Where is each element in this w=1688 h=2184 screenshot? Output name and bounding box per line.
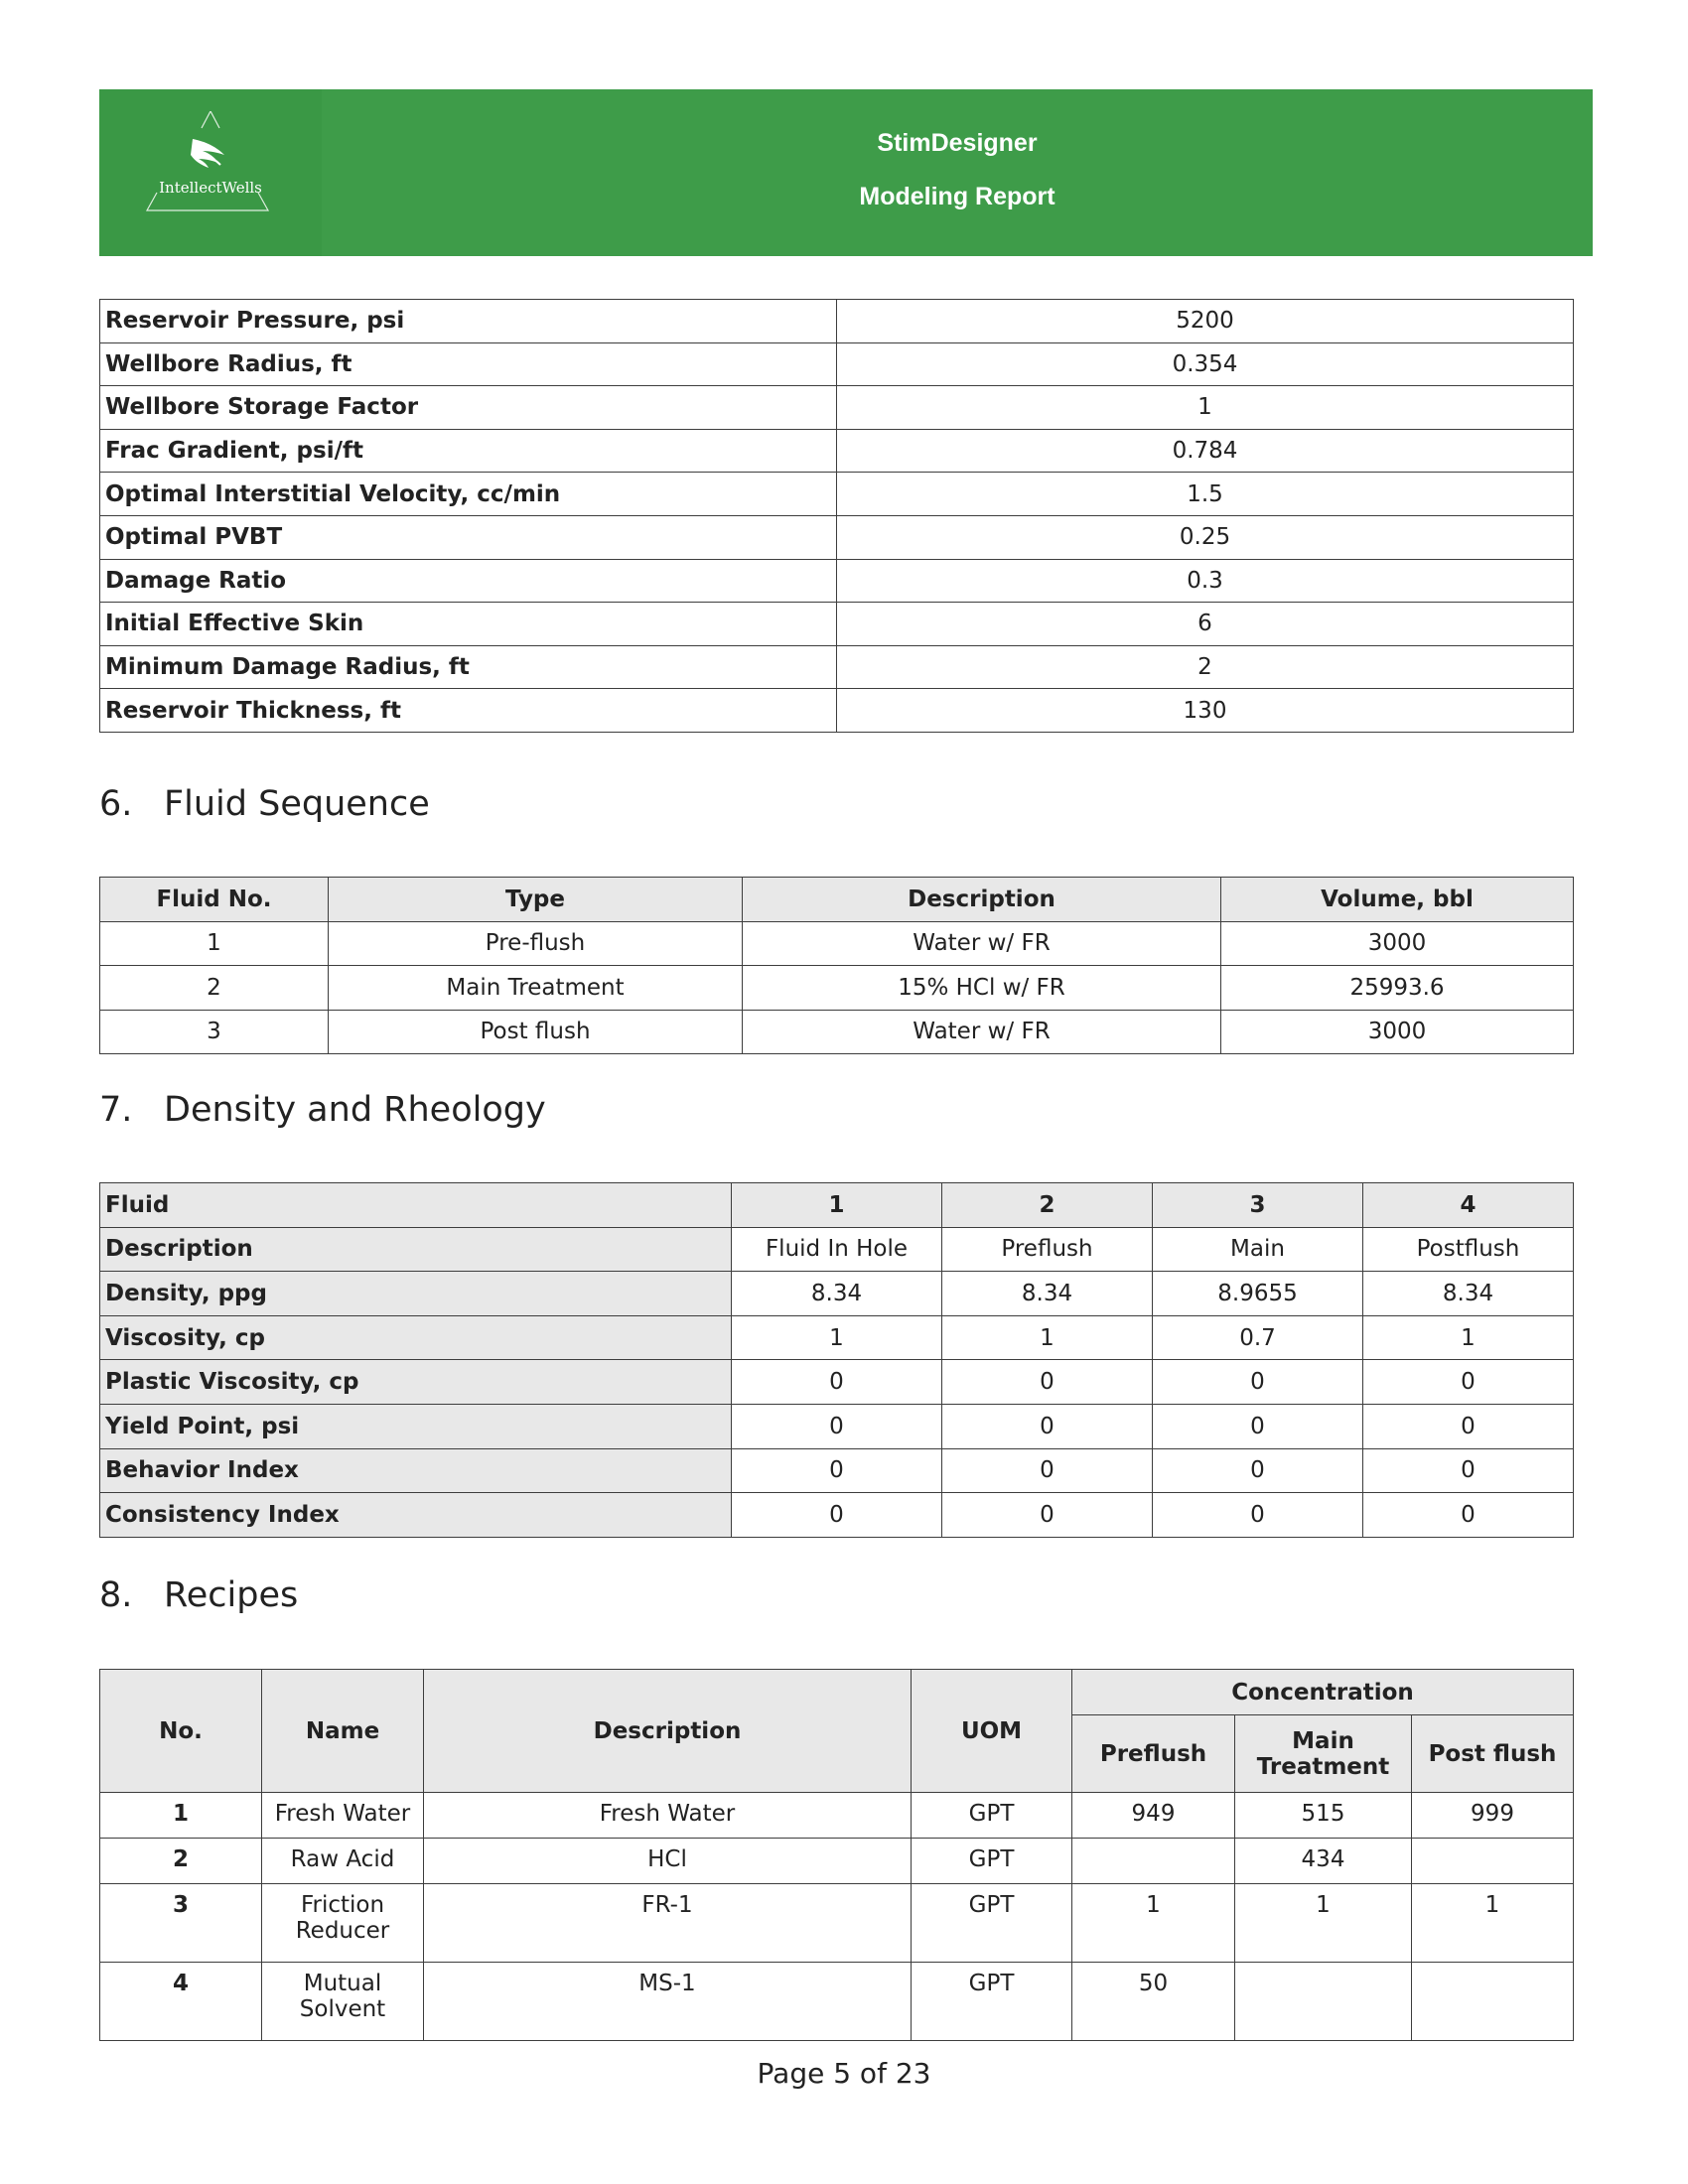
table-cell: 0	[732, 1448, 942, 1493]
table-cell: 999	[1412, 1793, 1574, 1839]
row-label: Yield Point, psi	[100, 1404, 732, 1448]
table-cell: Post flush	[329, 1010, 743, 1054]
parameter-name: Reservoir Pressure, psi	[100, 300, 837, 343]
table-row	[100, 342, 1574, 386]
table-cell: 8.34	[732, 1272, 942, 1316]
page-number: Page 5 of 23	[757, 2057, 931, 2090]
column-header: Fluid No.	[100, 878, 329, 922]
report-app-title: StimDesigner	[877, 129, 1038, 157]
row-number: 2	[100, 1839, 262, 1884]
table-row	[100, 1884, 1574, 1963]
table-cell: Postflush	[1363, 1227, 1574, 1272]
table-row	[100, 921, 1574, 966]
report-header	[99, 89, 1593, 256]
recipes-table	[99, 1669, 1574, 2041]
company-logo	[99, 89, 322, 256]
row-number: 4	[100, 1963, 262, 2041]
row-label: Viscosity, cp	[100, 1315, 732, 1360]
table-cell: GPT	[912, 1793, 1072, 1839]
recipes-header-main-treatment: Main Treatment	[1235, 1715, 1412, 1793]
table-row	[100, 689, 1574, 733]
table-row	[100, 645, 1574, 689]
table-cell	[1412, 1839, 1574, 1884]
column-header: 4	[1363, 1183, 1574, 1228]
table-row	[100, 386, 1574, 430]
parameter-name: Damage Ratio	[100, 559, 837, 603]
parameter-name: Wellbore Storage Factor	[100, 386, 837, 430]
table-row	[100, 1360, 1574, 1405]
parameter-value: 2	[837, 645, 1574, 689]
reservoir-parameters-table	[99, 299, 1574, 733]
table-cell: 0	[1153, 1360, 1363, 1405]
parameter-value: 0.784	[837, 429, 1574, 473]
row-label: Description	[100, 1227, 732, 1272]
table-row	[100, 473, 1574, 516]
row-label: Behavior Index	[100, 1448, 732, 1493]
table-cell: 3	[100, 1010, 329, 1054]
table-cell: 0	[1363, 1448, 1574, 1493]
table-cell: Water w/ FR	[743, 1010, 1221, 1054]
table-cell: Mutual Solvent	[262, 1963, 424, 2041]
table-cell: 1	[1235, 1884, 1412, 1963]
recipes-header-concentration: Concentration	[1072, 1670, 1574, 1715]
table-cell	[1412, 1963, 1574, 2041]
table-header-row	[100, 1183, 1574, 1228]
table-cell: 0	[1153, 1493, 1363, 1538]
column-header: 2	[942, 1183, 1153, 1228]
table-row	[100, 300, 1574, 343]
table-cell: 1	[732, 1315, 942, 1360]
parameter-value: 0.3	[837, 559, 1574, 603]
table-row	[100, 1404, 1574, 1448]
table-cell: 0	[1363, 1360, 1574, 1405]
density-rheology-table	[99, 1182, 1574, 1538]
table-cell: 0.7	[1153, 1315, 1363, 1360]
column-header: Type	[329, 878, 743, 922]
parameter-value: 6	[837, 603, 1574, 646]
parameter-name: Minimum Damage Radius, ft	[100, 645, 837, 689]
table-cell: GPT	[912, 1839, 1072, 1884]
table-cell: Preflush	[942, 1227, 1153, 1272]
table-cell: Pre-flush	[329, 921, 743, 966]
table-row	[100, 1493, 1574, 1538]
table-row	[100, 603, 1574, 646]
table-cell: GPT	[912, 1884, 1072, 1963]
table-cell: Fresh Water	[262, 1793, 424, 1839]
section-number: 7.	[99, 1090, 133, 1130]
table-row	[100, 1839, 1574, 1884]
parameter-name: Optimal Interstitial Velocity, cc/min	[100, 473, 837, 516]
parameter-value: 1.5	[837, 473, 1574, 516]
table-row	[100, 1963, 1574, 2041]
row-label: Consistency Index	[100, 1493, 732, 1538]
column-header: Fluid	[100, 1183, 732, 1228]
table-cell: 434	[1235, 1839, 1412, 1884]
table-cell: 0	[1363, 1493, 1574, 1538]
table-cell: 15% HCl w/ FR	[743, 966, 1221, 1011]
table-cell: 2	[100, 966, 329, 1011]
column-header: Volume, bbl	[1221, 878, 1574, 922]
section-number: 6.	[99, 784, 133, 824]
table-row	[100, 1227, 1574, 1272]
parameter-name: Frac Gradient, psi/ft	[100, 429, 837, 473]
table-row	[100, 966, 1574, 1011]
section-title: Recipes	[164, 1575, 299, 1615]
fluid-sequence-table	[99, 877, 1574, 1054]
section-heading-fluid-sequence	[99, 784, 430, 824]
section-heading-recipes	[99, 1575, 298, 1615]
parameter-name: Optimal PVBT	[100, 515, 837, 559]
table-cell: 1	[942, 1315, 1153, 1360]
row-number: 1	[100, 1793, 262, 1839]
section-heading-density-rheology	[99, 1090, 546, 1130]
table-cell: 1	[100, 921, 329, 966]
recipes-header-post-flush: Post flush	[1412, 1715, 1574, 1793]
table-row	[100, 1448, 1574, 1493]
table-cell: 3000	[1221, 1010, 1574, 1054]
section-title: Density and Rheology	[164, 1090, 546, 1130]
table-cell: Fresh Water	[424, 1793, 912, 1839]
table-cell: 3000	[1221, 921, 1574, 966]
recipes-header-description: Description	[424, 1670, 912, 1793]
table-cell: 0	[1363, 1404, 1574, 1448]
table-cell: 0	[732, 1404, 942, 1448]
table-cell: 0	[942, 1360, 1153, 1405]
table-cell: 0	[942, 1493, 1153, 1538]
table-cell: 0	[942, 1448, 1153, 1493]
table-cell: Main Treatment	[329, 966, 743, 1011]
report-subtitle: Modeling Report	[859, 183, 1055, 210]
column-header: 1	[732, 1183, 942, 1228]
table-cell: 1	[1412, 1884, 1574, 1963]
table-cell: 0	[732, 1493, 942, 1538]
parameter-value: 0.25	[837, 515, 1574, 559]
section-title: Fluid Sequence	[164, 784, 430, 824]
table-row	[100, 515, 1574, 559]
table-cell: Raw Acid	[262, 1839, 424, 1884]
table-cell: 8.9655	[1153, 1272, 1363, 1316]
table-cell: 25993.6	[1221, 966, 1574, 1011]
table-cell: 1	[1363, 1315, 1574, 1360]
table-cell	[1235, 1963, 1412, 2041]
table-cell: 949	[1072, 1793, 1235, 1839]
section-number: 8.	[99, 1575, 133, 1615]
table-cell: 8.34	[942, 1272, 1153, 1316]
table-cell: Water w/ FR	[743, 921, 1221, 966]
table-cell: 50	[1072, 1963, 1235, 2041]
parameter-name: Wellbore Radius, ft	[100, 342, 837, 386]
parameter-value: 5200	[837, 300, 1574, 343]
table-cell: Fluid In Hole	[732, 1227, 942, 1272]
parameter-name: Initial Effective Skin	[100, 603, 837, 646]
table-cell: GPT	[912, 1963, 1072, 2041]
parameter-name: Reservoir Thickness, ft	[100, 689, 837, 733]
logo-text: IntellectWells	[159, 179, 262, 197]
table-cell: 1	[1072, 1884, 1235, 1963]
table-row	[100, 559, 1574, 603]
row-label: Density, ppg	[100, 1272, 732, 1316]
table-cell: 0	[732, 1360, 942, 1405]
row-number: 3	[100, 1884, 262, 1963]
recipes-header-preflush: Preflush	[1072, 1715, 1235, 1793]
table-cell: 0	[1153, 1404, 1363, 1448]
parameter-value: 1	[837, 386, 1574, 430]
column-header: 3	[1153, 1183, 1363, 1228]
recipes-header-uom: UOM	[912, 1670, 1072, 1793]
table-cell: 0	[942, 1404, 1153, 1448]
row-label: Plastic Viscosity, cp	[100, 1360, 732, 1405]
table-cell: Friction Reducer	[262, 1884, 424, 1963]
table-cell: 8.34	[1363, 1272, 1574, 1316]
table-row	[100, 429, 1574, 473]
recipes-header-name: Name	[262, 1670, 424, 1793]
table-cell: FR-1	[424, 1884, 912, 1963]
table-cell: HCl	[424, 1839, 912, 1884]
table-row	[100, 1272, 1574, 1316]
table-cell: MS-1	[424, 1963, 912, 2041]
table-row	[100, 1010, 1574, 1054]
parameter-value: 0.354	[837, 342, 1574, 386]
table-cell: Main	[1153, 1227, 1363, 1272]
table-cell: 0	[1153, 1448, 1363, 1493]
logo-triangle-icon	[139, 111, 282, 220]
table-cell	[1072, 1839, 1235, 1884]
recipes-header-no: No.	[100, 1670, 262, 1793]
table-cell: 515	[1235, 1793, 1412, 1839]
table-row	[100, 1793, 1574, 1839]
table-row	[100, 1315, 1574, 1360]
column-header: Description	[743, 878, 1221, 922]
parameter-value: 130	[837, 689, 1574, 733]
